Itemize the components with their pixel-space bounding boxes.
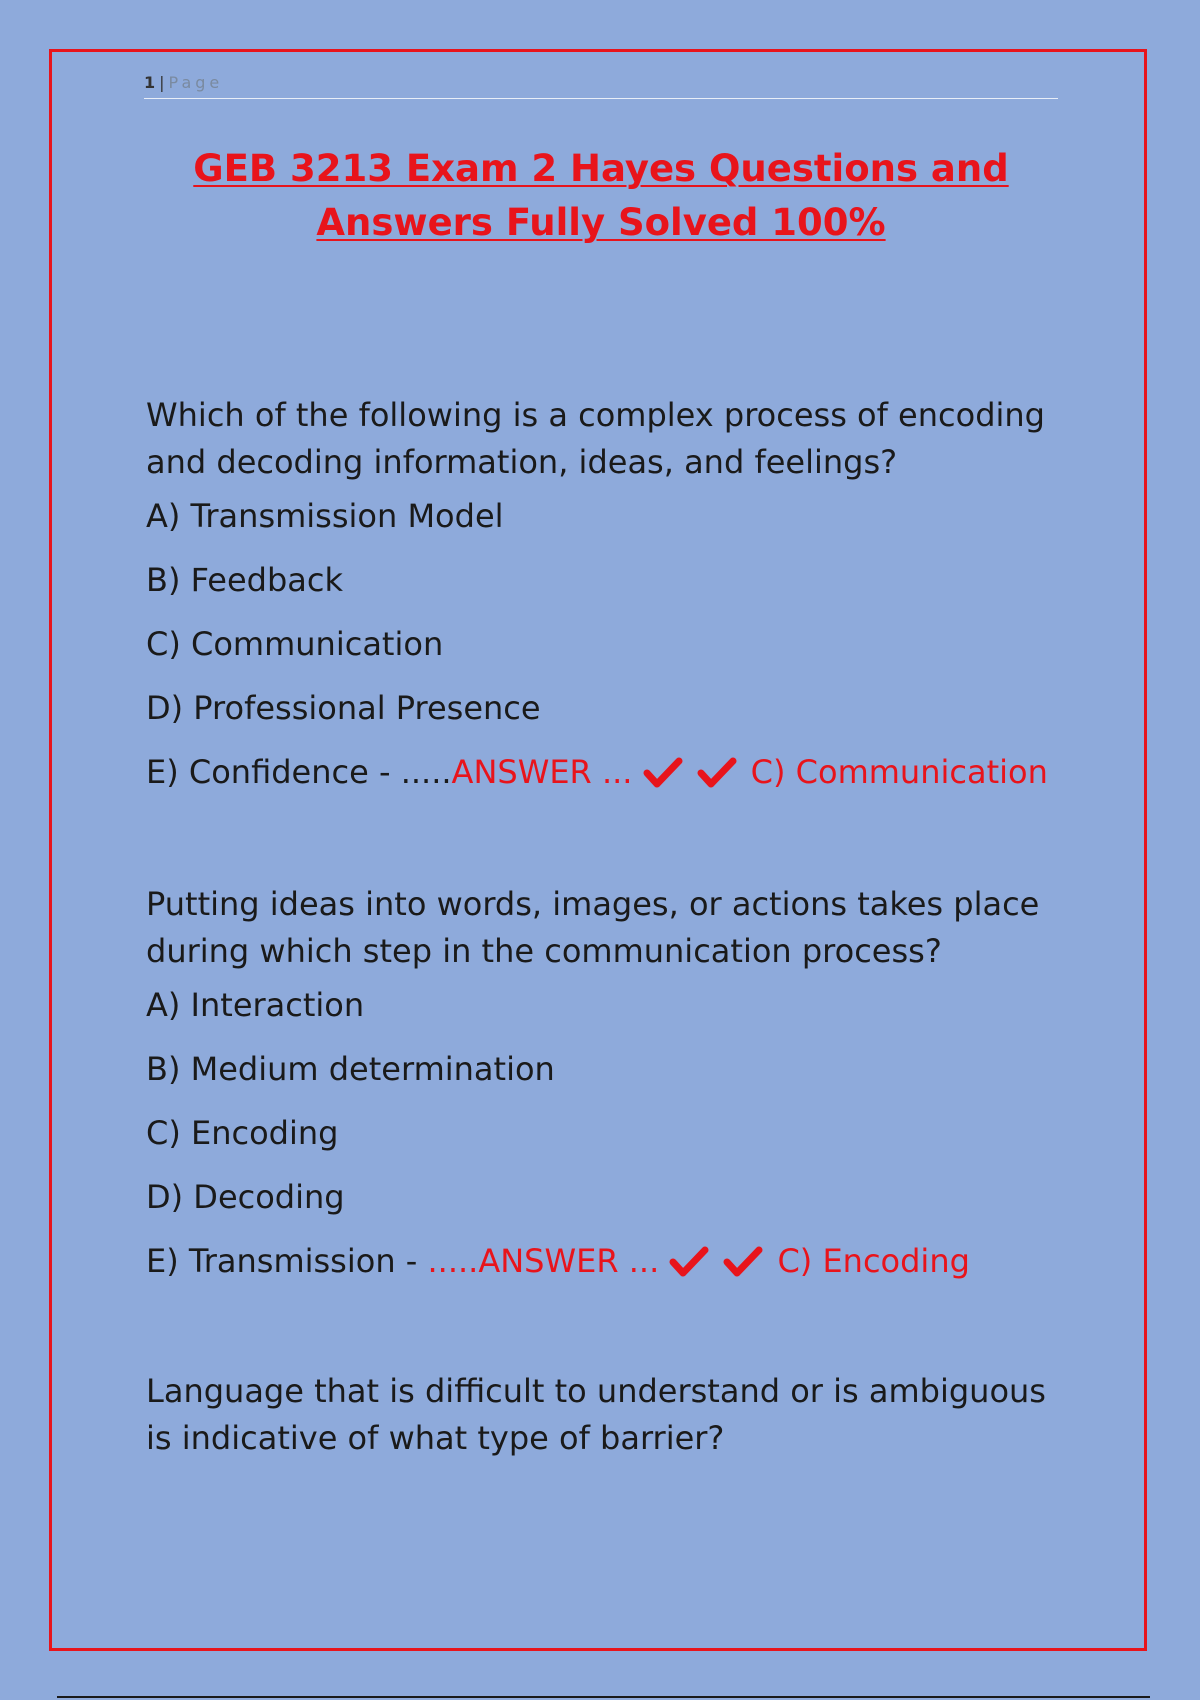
answer-value: C) Communication [750,753,1048,791]
question-block-1 [146,392,1066,793]
answer-prefix: .....ANSWER ... [427,1242,660,1280]
answer-value: C) Encoding [777,1242,970,1280]
option-b: B) Medium determination [146,1050,555,1088]
option-c: C) Encoding [146,1114,339,1152]
option-a: A) Interaction [146,986,365,1024]
document-title [144,142,1058,250]
page-header [144,70,1058,99]
question-block-2 [146,881,1066,1282]
title-line-2: Answers Fully Solved 100% [316,201,886,244]
option-e-with-answer [146,1240,1066,1282]
option-e-with-answer [146,751,1066,793]
question-text: Which of the following is a complex process of encoding and decoding information, ideas, and feelings? [146,396,1045,481]
document-content [146,392,1066,1471]
option-e: E) Confidence - ..... [146,753,452,791]
checkmark-icon [643,757,683,789]
page-separator: | [159,73,165,92]
page-word: Page [168,73,224,92]
question-text: Putting ideas into words, images, or actions takes place during which step in the communication process? [146,885,1040,970]
checkmark-icon [697,757,737,789]
option-d: D) Decoding [146,1178,345,1216]
option-a: A) Transmission Model [146,497,504,535]
checkmark-icon [669,1246,709,1278]
answer-prefix: ANSWER ... [451,753,633,791]
option-c: C) Communication [146,625,444,663]
page-number: 1 [144,73,156,92]
option-b: B) Feedback [146,561,343,599]
question-block-3 [146,1368,1066,1462]
checkmark-icon [723,1246,763,1278]
title-line-1: GEB 3213 Exam 2 Hayes Questions and [193,147,1009,190]
question-text: Language that is difficult to understand or is ambiguous is indicative of what type of barrier? [146,1372,1046,1457]
option-e: E) Transmission - [146,1242,428,1280]
footer-divider [57,1696,1150,1698]
option-d: D) Professional Presence [146,689,541,727]
